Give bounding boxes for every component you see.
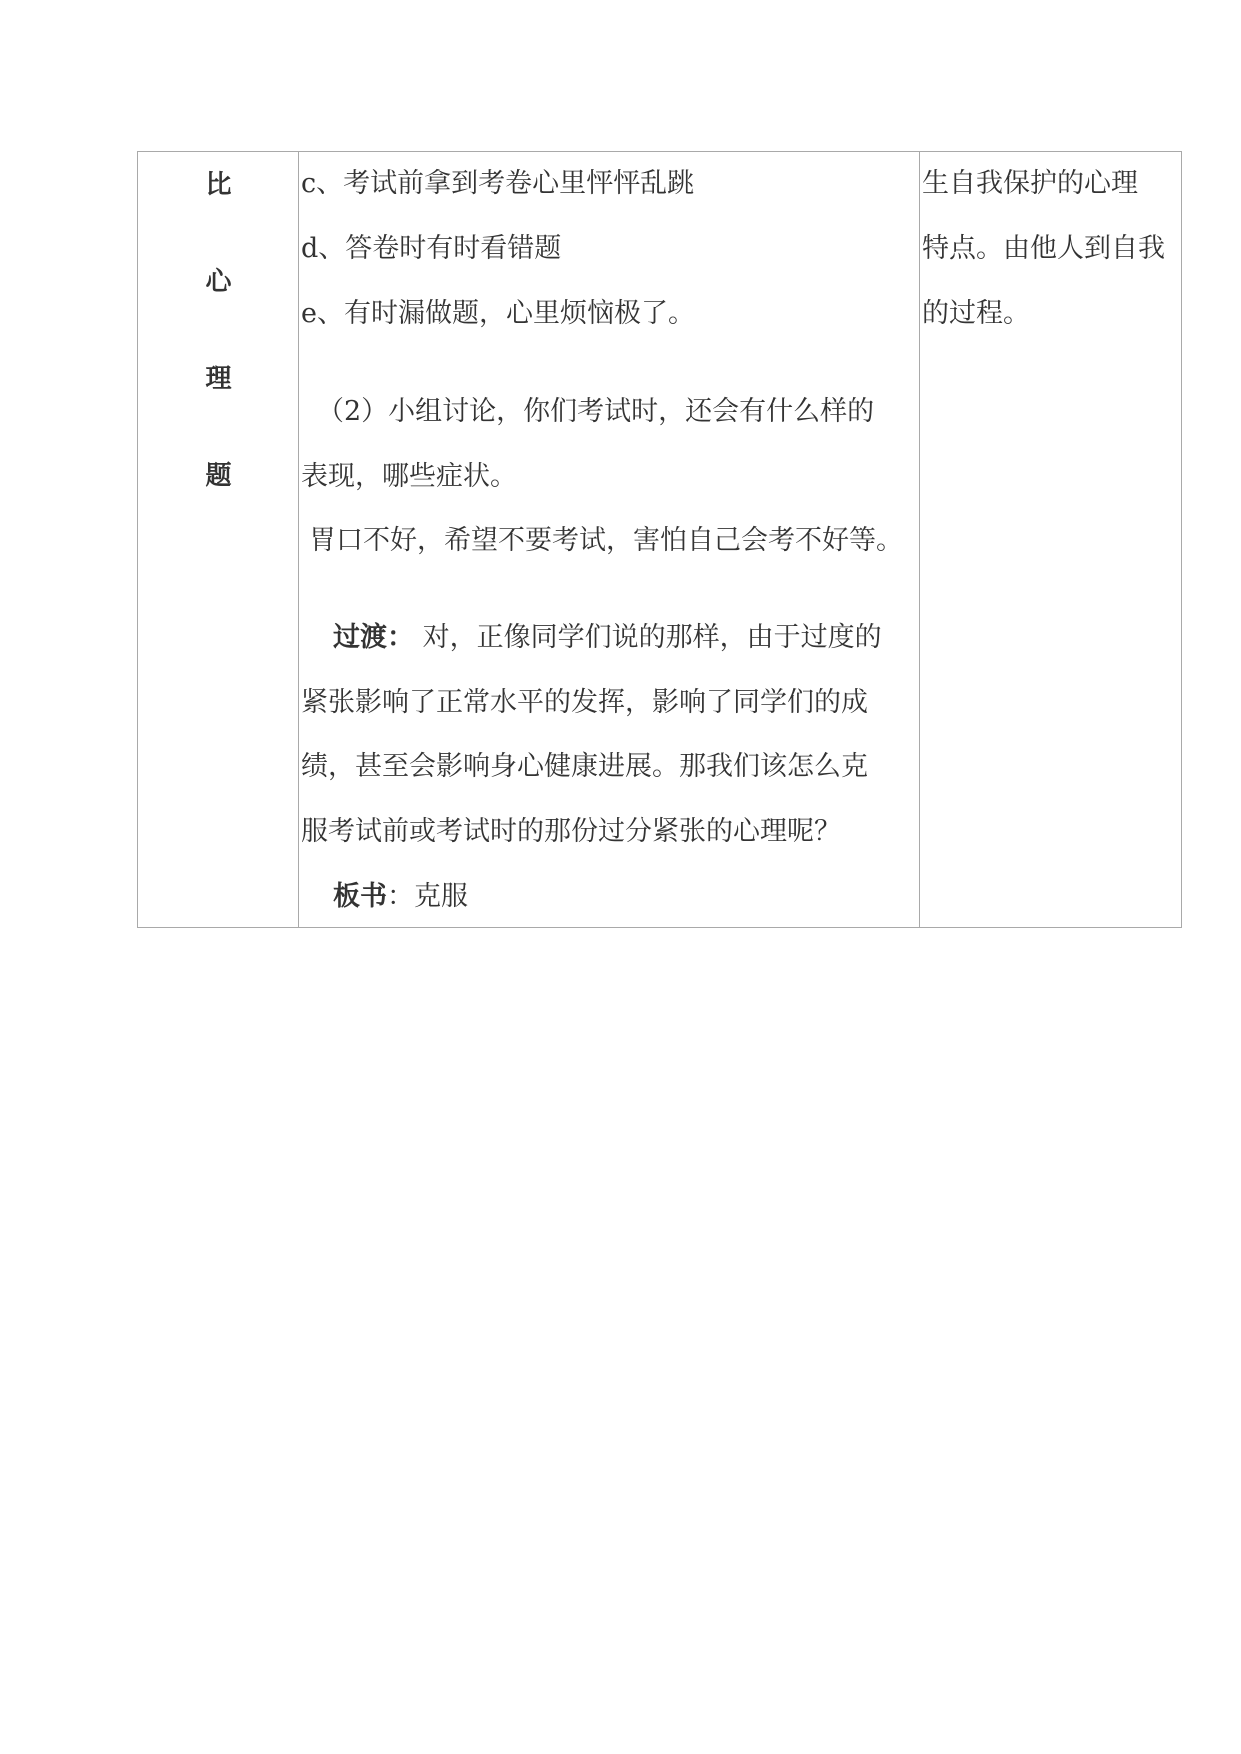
design-intent-cell	[920, 152, 1182, 928]
item-d: d、答卷时有时看错题	[301, 233, 562, 264]
item-e: e、有时漏做题，心里烦恼极了。	[301, 298, 695, 329]
transition-line-2: 紧张影响了正常水平的发挥，影响了同学们的成	[301, 687, 868, 718]
transition-label: 过渡：	[333, 622, 414, 653]
section-label-char-3: 理	[205, 364, 232, 394]
item-c: c、考试前拿到考卷心里怦怦乱跳	[301, 168, 695, 199]
transition-line-1	[333, 622, 882, 654]
board-text: 克服	[414, 881, 468, 912]
discussion-question-line-2: 表现，哪些症状。	[301, 461, 517, 492]
intent-line-1: 生自我保护的心理	[922, 168, 1138, 199]
transition-text: 对，正像同学们说的那样，由于过度的	[422, 622, 882, 653]
discussion-answer: 胃口不好，希望不要考试，害怕自己会考不好等。	[309, 525, 903, 556]
transition-line-4: 服考试前或考试时的那份过分紧张的心理呢？	[301, 816, 841, 847]
intent-line-2: 特点。由他人到自我	[922, 233, 1165, 264]
section-label-char-2: 心	[205, 267, 232, 297]
section-label-char-4: 题	[205, 461, 232, 491]
section-label-cell	[138, 152, 299, 928]
teaching-content-cell	[299, 152, 920, 928]
board-label: 板书	[333, 881, 387, 912]
transition-line-3: 绩，甚至会影响身心健康进展。那我们该怎么克	[301, 751, 868, 782]
discussion-question-line-1: （2）小组讨论，你们考试时，还会有什么样的	[317, 396, 875, 427]
table-row	[138, 152, 1182, 928]
board-colon: ：	[387, 881, 414, 912]
board-writing-line	[333, 881, 468, 913]
lesson-table	[137, 151, 1182, 928]
section-label-char-1: 比	[205, 170, 232, 200]
intent-line-3: 的过程。	[922, 298, 1030, 329]
